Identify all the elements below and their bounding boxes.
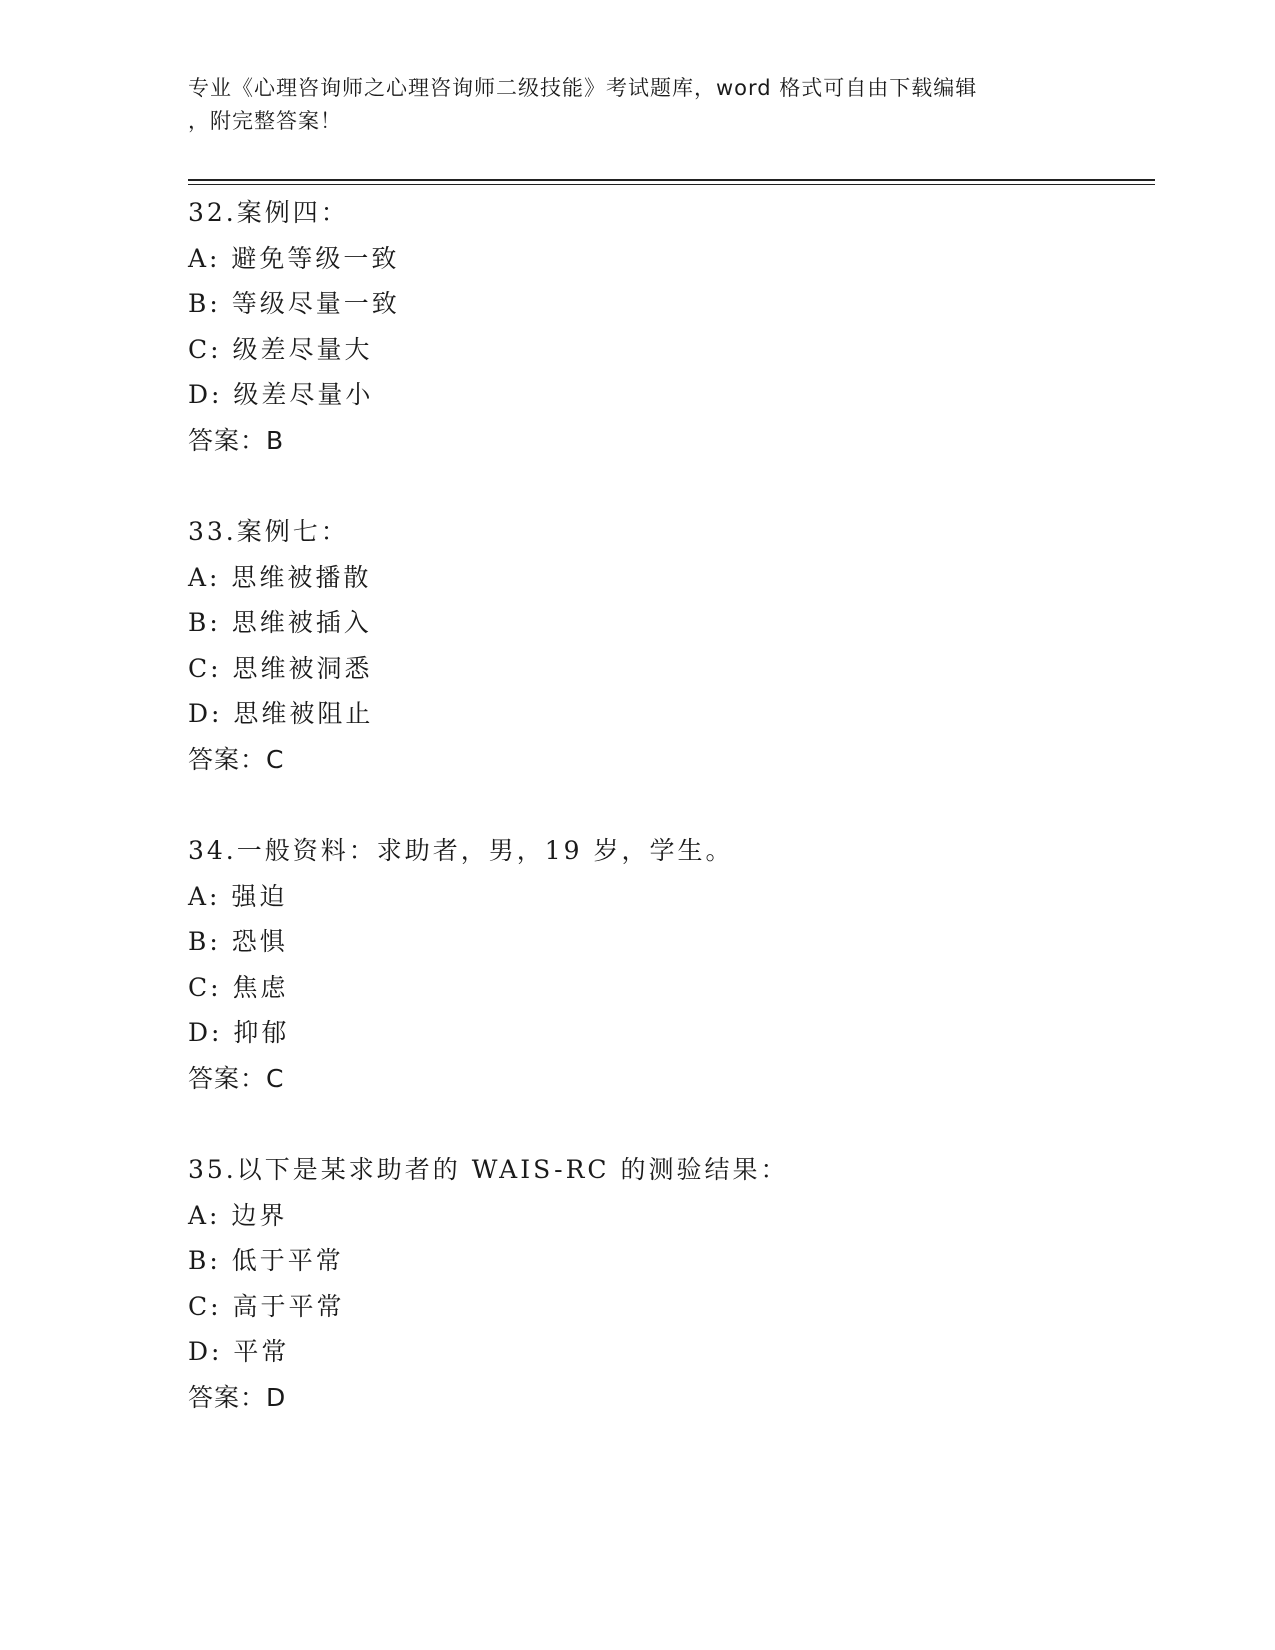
header-divider-thin bbox=[188, 184, 1155, 185]
option-a: A: 思维被播散 bbox=[188, 562, 372, 592]
option-c: C: 焦虑 bbox=[188, 972, 289, 1002]
header-title-line-2: ，附完整答案！ bbox=[188, 109, 342, 133]
option-b: B: 等级尽量一致 bbox=[188, 289, 400, 318]
option-d: D: 思维被阻止 bbox=[188, 699, 374, 728]
option-d: D: 级差尽量小 bbox=[188, 380, 374, 409]
document-header bbox=[188, 72, 1088, 138]
question-32 bbox=[188, 190, 1148, 463]
answer-label: 答案：C bbox=[188, 744, 285, 774]
option-b: B: 低于平常 bbox=[188, 1246, 344, 1275]
option-d: D: 抑郁 bbox=[188, 1018, 290, 1047]
question-34 bbox=[188, 828, 1148, 1101]
option-a: A: 避免等级一致 bbox=[188, 243, 400, 273]
option-c: C: 级差尽量大 bbox=[188, 334, 373, 364]
question-stem: 33.案例七： bbox=[188, 517, 349, 546]
option-a: A: 强迫 bbox=[188, 881, 288, 911]
option-c: C: 高于平常 bbox=[188, 1291, 345, 1321]
option-c: C: 思维被洞悉 bbox=[188, 653, 373, 683]
question-33 bbox=[188, 509, 1148, 782]
option-d: D: 平常 bbox=[188, 1337, 290, 1366]
header-title-line-1: 专业《心理咨询师之心理咨询师二级技能》考试题库，word 格式可自由下载编辑 bbox=[188, 76, 978, 100]
question-stem: 35.以下是某求助者的 WAIS-RC 的测验结果： bbox=[188, 1155, 789, 1184]
option-b: B: 思维被插入 bbox=[188, 608, 372, 637]
question-35 bbox=[188, 1147, 1148, 1420]
answer-label: 答案：D bbox=[188, 1382, 287, 1412]
answer-label: 答案：B bbox=[188, 425, 285, 455]
question-stem: 34.一般资料：求助者，男，19 岁，学生。 bbox=[188, 836, 734, 865]
option-a: A: 边界 bbox=[188, 1200, 288, 1230]
option-b: B: 恐惧 bbox=[188, 927, 288, 956]
answer-label: 答案：C bbox=[188, 1063, 285, 1093]
question-list bbox=[188, 190, 1148, 1466]
header-divider-thick bbox=[188, 179, 1155, 181]
question-stem: 32.案例四： bbox=[188, 198, 349, 227]
